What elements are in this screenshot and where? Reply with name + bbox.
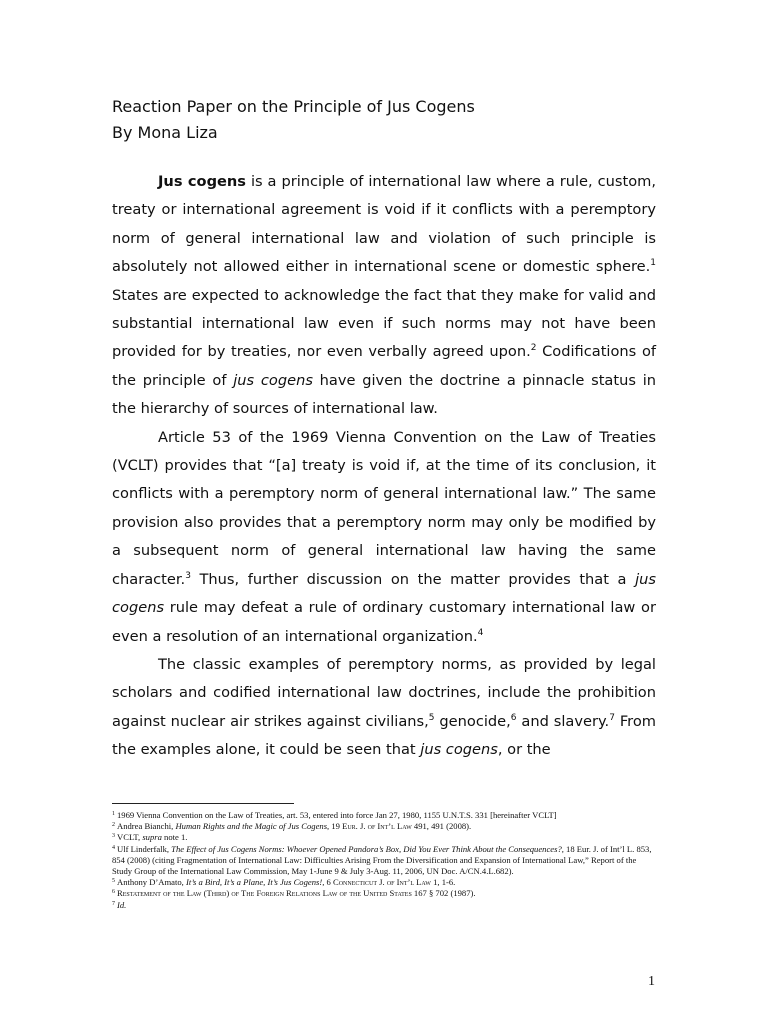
paragraph-text: , or the [497,741,551,759]
page-number: 1 [648,974,655,989]
title-block [112,94,672,146]
footnote-smallcaps: Eur. J. of Int’l Law [342,821,412,832]
footnote-number: 5 [112,878,115,885]
footnote-italic: supra [142,832,162,843]
footnote-ref-4[interactable]: 4 [477,627,484,638]
footnote-number: 4 [112,844,115,851]
footnote-5 [112,877,652,888]
paragraph-text: Codifications of the principle of [112,343,657,389]
footnote-1 [112,810,652,821]
footnote-text: , 19 [327,821,343,832]
paragraph-text: The classic examples of peremptory norms, as provided by legal scholars and codified international law doctrines, include the prohibition against nuclear air strikes against civilians, [112,655,656,730]
footnote-number: 6 [112,889,115,896]
paragraph-3 [112,651,656,765]
footnote-smallcaps: Connecticut J. of Int’l Law [332,877,431,888]
footnote-number: 3 [112,833,115,840]
paragraph-text: From the examples alone, it could be seen that [112,712,656,759]
italic-term: jus cogens [233,371,313,389]
footnote-text: VCLT, [117,832,143,843]
italic-term: jus cogens [420,741,498,759]
paragraph-text: have given the doctrine a pinnacle status in the hierarchy of sources of international law. [112,371,657,418]
footnote-6 [112,888,652,899]
author-line: By Mona Liza [112,123,218,142]
footnotes [112,810,652,911]
footnote-text: Ulf Linderfalk, [117,843,172,854]
paragraph-text: States are expected to acknowledge the fact that they make for valid and substantial international law even if such norms may not have been provided for by treaties, nor even verbally agreed upon. [112,286,656,361]
footnote-text: Andrea Bianchi, [117,821,176,832]
paragraph-text: genocide, [434,712,511,730]
footnote-italic: It’s a Bird, It’s a Plane, It’s Jus Cogens! [185,877,323,888]
footnote-4 [112,844,652,878]
footnote-2 [112,821,652,832]
footnote-text: 1, 1-6. [430,877,456,888]
footnote-number: 7 [112,900,115,907]
footnote-separator [112,803,294,804]
footnote-italic: Id. [117,899,127,910]
footnote-italic: The Effect of Jus Cogens Norms: Whoever Opened Pandora’s Box, Did You Ever Think About the Consequences? [171,843,562,854]
footnote-ref-2[interactable]: 2 [530,343,537,354]
footnote-text: 491, 491 (2008). [411,821,472,832]
paragraph-text: is a principle of international law where a rule, custom, treaty or international agreement is void if it conflicts with a peremptory norm of general international law and violation of such principle is absolutely not allowed either in international scene or domestic sphere. [112,173,656,276]
paragraph-1 [112,168,656,424]
footnote-ref-5[interactable]: 5 [428,712,435,723]
footnote-ref-1[interactable]: 1 [650,258,656,269]
footnote-ref-3[interactable]: 3 [185,570,191,581]
body-text [112,168,656,765]
paragraph-text: rule may defeat a rule of ordinary customary international law or even a resolution of an international organization. [112,599,656,645]
bold-term: Jus cogens [158,173,246,190]
footnote-text: 167 § 702 (1987). [411,888,476,899]
italic-term: jus cogens [112,570,656,617]
footnote-smallcaps: Restatement of the Law (Third) of The Foreign Relations Law of the United States [117,888,412,899]
footnote-text: , 6 [322,877,333,888]
paper-title: Reaction Paper on the Principle of Jus Cogens [112,97,475,116]
footnote-ref-7[interactable]: 7 [609,712,615,723]
footnote-number: 1 [112,811,115,817]
footnote-number: 2 [112,822,115,829]
footnote-italic: Human Rights and the Magic of Jus Cogens [175,821,328,832]
footnote-text: Anthony D’Amato, [117,877,186,888]
footnote-ref-6[interactable]: 6 [510,712,517,723]
paragraph-text: Article 53 of the 1969 Vienna Convention on the Law of Treaties (VCLT) provides that “[a] treaty is void if, at the time of its conclusion, it conflicts with a peremptory norm of general international law.” The same provision also provides that a peremptory norm may only be modified by a subsequent norm of general international law having the same character. [112,428,656,588]
footnote-3 [112,832,652,843]
paragraph-2 [112,424,656,651]
footnote-text: note 1. [161,832,188,843]
paragraph-text: Thus, further discussion on the matter provides that a [190,570,636,588]
footnote-text: 1969 Vienna Convention on the Law of Treaties, art. 53, entered into force Jan 27, 1980, 1155 U.N.T.S. 331 [hereinafter VCLT] [117,810,557,820]
footnote-7 [112,900,652,911]
footnote-text: , 18 Eur. J. of Int’l L. 853, 854 (2008) (citing Fragmentation of International Law: Difficulties Arising From the Diversification and Expansion of International Law,” Report of the Study Group of the International Law Commission, May 1-June 9 & July 3-Aug. 11, 2006, UN Doc. A/CN.4.L.682). [112,843,652,877]
paragraph-text: and slavery. [516,712,610,730]
